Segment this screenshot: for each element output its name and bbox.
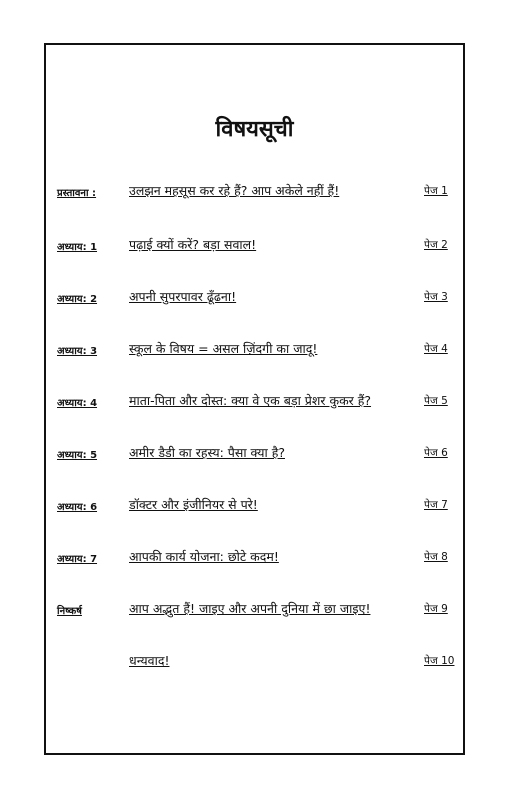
page-number-link[interactable]: पेज 8 bbox=[424, 551, 448, 563]
page-number-link[interactable]: पेज 10 bbox=[424, 655, 455, 667]
chapter-title-link[interactable]: आप अद्भुत हैं! जाइए और अपनी दुनिया में छा जाइए! bbox=[129, 601, 371, 616]
chapter-title-link[interactable]: स्कूल के विषय = असल ज़िंदगी का जादू! bbox=[129, 341, 318, 356]
toc-entry[interactable] bbox=[0, 444, 512, 468]
page-number-link[interactable]: पेज 4 bbox=[424, 343, 448, 355]
section-label: अध्याय: 1 bbox=[57, 242, 98, 253]
section-label: अध्याय: 6 bbox=[57, 502, 98, 513]
page-number-link[interactable]: पेज 1 bbox=[424, 185, 448, 197]
section-label: निष्कर्ष bbox=[57, 606, 82, 617]
section-label: प्रस्तावना : bbox=[57, 188, 97, 199]
section-label: अध्याय: 3 bbox=[57, 346, 98, 357]
toc-entry[interactable] bbox=[0, 392, 512, 416]
chapter-title-link[interactable]: अमीर डैडी का रहस्य: पैसा क्या है? bbox=[129, 445, 285, 460]
page-number-link[interactable]: पेज 3 bbox=[424, 291, 448, 303]
toc-entry[interactable] bbox=[0, 652, 512, 676]
toc-entry[interactable] bbox=[0, 496, 512, 520]
chapter-title-link[interactable]: आपकी कार्य योजना: छोटे कदम! bbox=[129, 549, 279, 564]
toc-entry[interactable] bbox=[0, 600, 512, 624]
page-number-link[interactable]: पेज 6 bbox=[424, 447, 448, 459]
chapter-title-link[interactable]: अपनी सुपरपावर ढूँढना! bbox=[129, 289, 237, 304]
chapter-title-link[interactable]: पढ़ाई क्यों करें? बड़ा सवाल! bbox=[129, 237, 257, 252]
section-label: अध्याय: 5 bbox=[57, 450, 98, 461]
section-label: अध्याय: 2 bbox=[57, 294, 98, 305]
toc-entry[interactable] bbox=[0, 182, 512, 206]
page-number-link[interactable]: पेज 5 bbox=[424, 395, 448, 407]
page-title: विषयसूची bbox=[215, 117, 294, 142]
section-label: अध्याय: 4 bbox=[57, 398, 98, 409]
toc-entry[interactable] bbox=[0, 288, 512, 312]
toc-entry[interactable] bbox=[0, 548, 512, 572]
toc-entry[interactable] bbox=[0, 236, 512, 260]
toc-entry[interactable] bbox=[0, 340, 512, 364]
page-number-link[interactable]: पेज 7 bbox=[424, 499, 448, 511]
chapter-title-link[interactable]: उलझन महसूस कर रहे हैं? आप अकेले नहीं हैं! bbox=[129, 183, 340, 198]
chapter-title-link[interactable]: धन्यवाद! bbox=[129, 653, 170, 668]
chapter-title-link[interactable]: डॉक्टर और इंजीनियर से परे! bbox=[129, 497, 258, 512]
chapter-title-link[interactable]: माता-पिता और दोस्त: क्या वे एक बड़ा प्रेशर कुकर हैं? bbox=[129, 393, 372, 408]
page-number-link[interactable]: पेज 2 bbox=[424, 239, 448, 251]
section-label: अध्याय: 7 bbox=[57, 554, 98, 565]
page-number-link[interactable]: पेज 9 bbox=[424, 603, 448, 615]
